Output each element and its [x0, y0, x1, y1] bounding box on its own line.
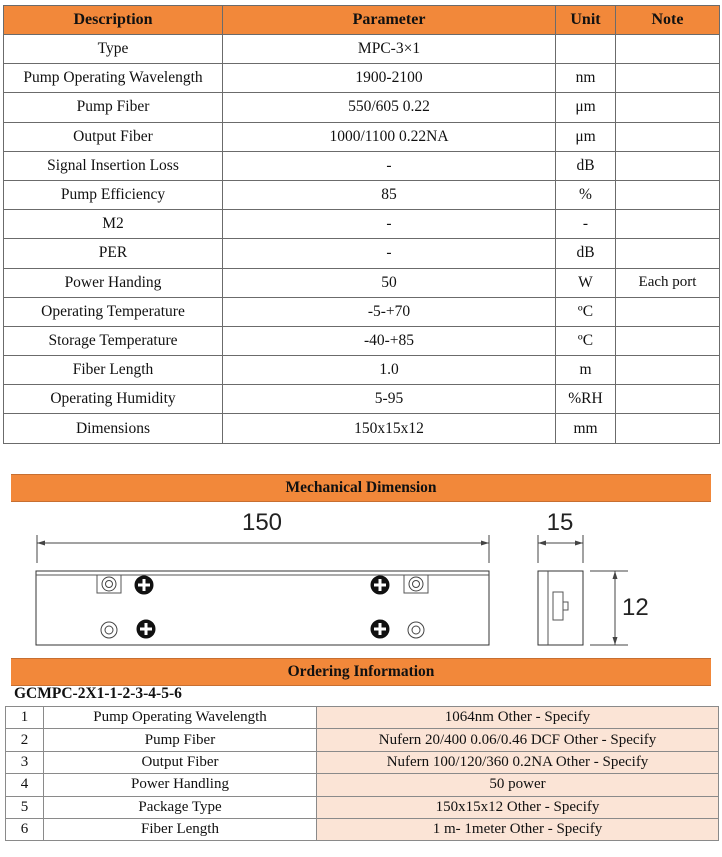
- spec-parameter: MPC-3×1: [223, 35, 556, 64]
- ordering-value: Nufern 20/400 0.06/0.46 DCF Other - Specify: [317, 729, 719, 751]
- spec-unit: ºC: [556, 297, 616, 326]
- spec-description: Signal Insertion Loss: [4, 151, 223, 180]
- ordering-row: [6, 818, 719, 840]
- spec-unit: [556, 35, 616, 64]
- spec-unit: -: [556, 210, 616, 239]
- spec-parameter: 550/605 0.22: [223, 93, 556, 122]
- ordering-code: GCMPC-2X1-1-2-3-4-5-6: [14, 685, 182, 702]
- header-unit: Unit: [556, 6, 616, 35]
- spec-note: [616, 64, 720, 93]
- spec-row: [4, 64, 720, 93]
- spec-parameter: 150x15x12: [223, 414, 556, 443]
- spec-note: [616, 93, 720, 122]
- ordering-value: Nufern 100/120/360 0.2NA Other - Specify: [317, 751, 719, 773]
- ordering-item: Fiber Length: [44, 818, 317, 840]
- spec-note: [616, 151, 720, 180]
- ordering-row: [6, 707, 719, 729]
- spec-note: [616, 326, 720, 355]
- ordering-row: [6, 774, 719, 796]
- ordering-index: 3: [6, 751, 44, 773]
- ordering-row: [6, 796, 719, 818]
- spec-description: Dimensions: [4, 414, 223, 443]
- spec-row: [4, 385, 720, 414]
- spec-note: [616, 356, 720, 385]
- spec-parameter: 1.0: [223, 356, 556, 385]
- ordering-item: Power Handling: [44, 774, 317, 796]
- spec-note: [616, 239, 720, 268]
- spec-note: [616, 414, 720, 443]
- spec-parameter: -: [223, 239, 556, 268]
- spec-description: Pump Operating Wavelength: [4, 64, 223, 93]
- spec-parameter: 85: [223, 180, 556, 209]
- spec-row: [4, 35, 720, 64]
- mechanical-dimension-title: Mechanical Dimension: [11, 474, 711, 502]
- spec-row: [4, 239, 720, 268]
- spec-unit: %: [556, 180, 616, 209]
- ordering-item: Output Fiber: [44, 751, 317, 773]
- spec-row: [4, 151, 720, 180]
- ordering-index: 2: [6, 729, 44, 751]
- spec-description: Pump Fiber: [4, 93, 223, 122]
- spec-unit: m: [556, 356, 616, 385]
- coupler-body: [36, 571, 489, 645]
- width-label: 15: [546, 509, 574, 536]
- spec-unit: dB: [556, 239, 616, 268]
- spec-parameter: -40-+85: [223, 326, 556, 355]
- spec-row: [4, 414, 720, 443]
- spec-description: Operating Humidity: [4, 385, 223, 414]
- spec-parameter: 1900-2100: [223, 64, 556, 93]
- length-label: 150: [241, 509, 283, 536]
- header-note: Note: [616, 6, 720, 35]
- mechanical-drawing: [0, 505, 722, 655]
- ordering-row: [6, 729, 719, 751]
- spec-row: [4, 326, 720, 355]
- spec-unit: W: [556, 268, 616, 297]
- spec-row: [4, 180, 720, 209]
- ordering-information-title: Ordering Information: [11, 658, 711, 686]
- spec-unit: μm: [556, 122, 616, 151]
- spec-description: Pump Efficiency: [4, 180, 223, 209]
- ordering-value: 1064nm Other - Specify: [317, 707, 719, 729]
- spec-unit: %RH: [556, 385, 616, 414]
- spec-parameter: -5-+70: [223, 297, 556, 326]
- screw-icon: [371, 620, 389, 638]
- header-description: Description: [4, 6, 223, 35]
- spec-parameter: 1000/1100 0.22NA: [223, 122, 556, 151]
- spec-parameter: -: [223, 210, 556, 239]
- spec-unit: μm: [556, 93, 616, 122]
- ordering-row: [6, 751, 719, 773]
- ordering-item: Pump Operating Wavelength: [44, 707, 317, 729]
- spec-note: [616, 180, 720, 209]
- specification-table: [3, 5, 720, 444]
- spec-unit: ºC: [556, 326, 616, 355]
- ordering-index: 4: [6, 774, 44, 796]
- height-label: 12: [622, 594, 649, 621]
- spec-description: Storage Temperature: [4, 326, 223, 355]
- spec-unit: dB: [556, 151, 616, 180]
- spec-description: Power Handing: [4, 268, 223, 297]
- spec-note: Each port: [616, 268, 720, 297]
- spec-row: [4, 122, 720, 151]
- coupler-side-view: [538, 571, 583, 645]
- spec-description: Type: [4, 35, 223, 64]
- ordering-item: Package Type: [44, 796, 317, 818]
- spec-parameter: 50: [223, 268, 556, 297]
- spec-row: [4, 93, 720, 122]
- spec-row: [4, 210, 720, 239]
- spec-description: Operating Temperature: [4, 297, 223, 326]
- spec-header-row: [4, 6, 720, 35]
- spec-note: [616, 122, 720, 151]
- spec-note: [616, 35, 720, 64]
- spec-description: Fiber Length: [4, 356, 223, 385]
- header-parameter: Parameter: [223, 6, 556, 35]
- screw-icon: [371, 576, 389, 594]
- ordering-index: 1: [6, 707, 44, 729]
- spec-parameter: 5-95: [223, 385, 556, 414]
- spec-row: [4, 356, 720, 385]
- ordering-index: 5: [6, 796, 44, 818]
- spec-parameter: -: [223, 151, 556, 180]
- spec-row: [4, 297, 720, 326]
- spec-unit: mm: [556, 414, 616, 443]
- ordering-value: 50 power: [317, 774, 719, 796]
- screw-icon: [135, 576, 153, 594]
- ordering-value: 150x15x12 Other - Specify: [317, 796, 719, 818]
- ordering-item: Pump Fiber: [44, 729, 317, 751]
- spec-note: [616, 297, 720, 326]
- ordering-value: 1 m- 1meter Other - Specify: [317, 818, 719, 840]
- ordering-index: 6: [6, 818, 44, 840]
- spec-note: [616, 210, 720, 239]
- spec-description: Output Fiber: [4, 122, 223, 151]
- spec-description: PER: [4, 239, 223, 268]
- spec-unit: nm: [556, 64, 616, 93]
- spec-note: [616, 385, 720, 414]
- ordering-table: [5, 706, 719, 841]
- spec-row: [4, 268, 720, 297]
- spec-description: M2: [4, 210, 223, 239]
- screw-icon: [137, 620, 155, 638]
